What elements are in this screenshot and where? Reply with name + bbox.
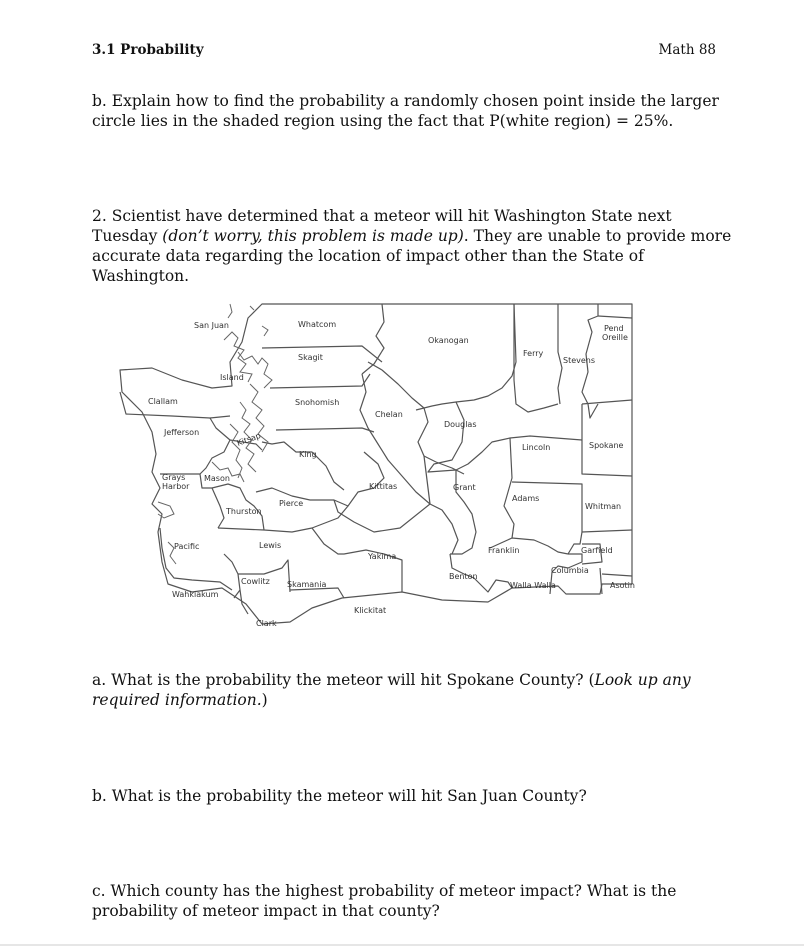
label-okanogan: Okanogan	[428, 336, 469, 345]
label-benton: Benton	[449, 572, 478, 581]
problem-2-intro: 2. Scientist have determined that a meteor will hit Washington State next Tuesday	[92, 207, 672, 245]
label-kittitas: Kittitas	[369, 482, 398, 491]
question-c: c. Which county has the highest probability of meteor impact? What is the probability of meteor impact in that county?	[92, 882, 677, 920]
label-yakima: Yakima	[368, 552, 397, 561]
label-kitsap: Kitsap	[235, 430, 262, 448]
label-chelan: Chelan	[375, 410, 403, 419]
question-a-text: a. What is the probability the meteor will hit Spokane County? (	[92, 671, 595, 689]
label-douglas: Douglas	[444, 420, 477, 429]
label-grant: Grant	[453, 483, 476, 492]
label-pend-oreille-1: Pend	[604, 324, 624, 333]
label-island: Island	[220, 373, 244, 382]
problem-2-text	[92, 206, 732, 286]
label-columbia: Columbia	[551, 566, 589, 575]
label-king: King	[299, 450, 317, 459]
problem-2-rest: . They are unable to provide more accurate data regarding the location of impact other than the State of Washington.	[92, 227, 732, 285]
label-pend-oreille-2: Oreille	[602, 333, 628, 342]
problem-2-italic-note: (don’t worry, this problem is made up)	[162, 227, 464, 245]
question-a	[92, 670, 732, 710]
label-thurston: Thurston	[226, 507, 262, 516]
label-skamania: Skamania	[287, 580, 327, 589]
label-mason: Mason	[204, 474, 230, 483]
label-stevens: Stevens	[563, 356, 596, 365]
question-b: b. What is the probability the meteor will hit San Juan County?	[92, 787, 587, 805]
label-ferry: Ferry	[523, 349, 544, 358]
section-title: 3.1 Probability	[92, 42, 204, 58]
label-san-juan: San Juan	[194, 321, 229, 330]
course-name: Math 88	[658, 42, 716, 58]
page-bottom-rule	[0, 944, 804, 946]
label-clark: Clark	[256, 619, 277, 628]
label-clallam: Clallam	[148, 397, 178, 406]
question-a-italic: Look up any required information.	[92, 671, 691, 709]
label-wahkiakum: Wahkiakum	[172, 590, 219, 599]
label-garfield: Garfield	[581, 546, 613, 555]
label-skagit: Skagit	[298, 353, 323, 362]
label-jefferson: Jefferson	[164, 428, 200, 437]
label-adams: Adams	[512, 494, 540, 503]
label-lewis: Lewis	[259, 541, 282, 550]
label-snohomish: Snohomish	[295, 398, 340, 407]
county-boundaries	[120, 304, 632, 624]
label-franklin: Franklin	[488, 546, 520, 555]
label-klickitat: Klickitat	[354, 606, 387, 615]
label-spokane: Spokane	[589, 441, 624, 450]
label-cowlitz: Cowlitz	[241, 577, 270, 586]
label-asotin: Asotin	[610, 581, 635, 590]
label-walla-walla: Walla Walla	[510, 581, 556, 590]
label-pierce: Pierce	[279, 499, 304, 508]
label-grays-harbor-1: Grays	[162, 473, 186, 482]
label-lincoln: Lincoln	[522, 443, 551, 452]
label-grays-harbor-2: Harbor	[162, 482, 190, 491]
label-pacific: Pacific	[174, 542, 200, 551]
label-whatcom: Whatcom	[298, 320, 337, 329]
question-a-close: )	[261, 691, 268, 709]
label-whitman: Whitman	[585, 502, 622, 511]
problem-b-text: b. Explain how to find the probability a randomly chosen point inside the larger circle lies in the shaded region using the fact that P(white region) = 25%.	[92, 92, 719, 130]
washington-county-map	[112, 292, 646, 644]
